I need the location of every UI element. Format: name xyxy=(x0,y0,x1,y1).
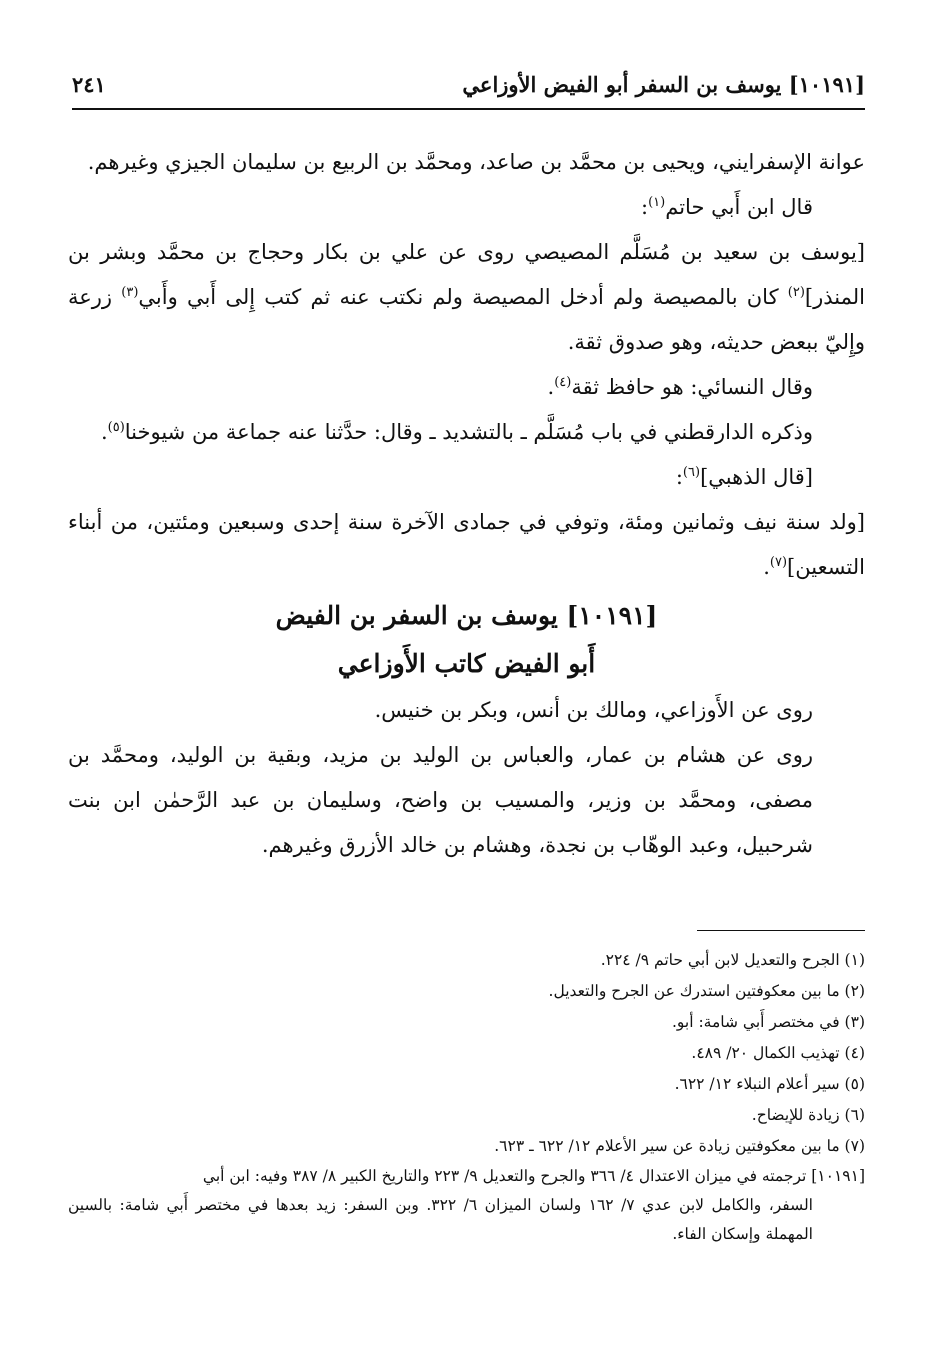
paragraph-text: وقال النسائي: هو حافظ ثقة xyxy=(571,375,813,399)
biography-sources-line: [١٠١٩١] ترجمته في ميزان الاعتدال ٤/ ٣٦٦ والجرح والتعديل ٩/ ٢٢٣ والتاريخ الكبير ٨/ ٣٨٧ وفيه: ابن أبي xyxy=(202,1167,865,1185)
footnote-rule xyxy=(697,930,865,931)
paragraph xyxy=(68,500,865,590)
paragraph-end: . xyxy=(763,555,770,579)
footnote-ref: (٣) xyxy=(121,285,139,300)
footnote: (٦) زيادة للإيضاح. xyxy=(751,1106,865,1124)
paragraph xyxy=(68,185,865,230)
paragraph xyxy=(68,410,865,455)
footnote-ref: (٢) xyxy=(787,285,805,300)
paragraph-text: [يوسف بن سعيد بن مُسَلَّم المصيصي روى عن علي بن بكار وحجاج بن محمَّد وبشر بن المنذر] xyxy=(68,240,865,309)
paragraph xyxy=(68,455,865,500)
header-rule xyxy=(72,108,865,110)
footnote: (٧) ما بين معكوفتين زيادة عن سير الأعلام ١٢/ ٦٢٢ ـ ٦٢٣. xyxy=(494,1137,865,1155)
footnote-ref: (٦) xyxy=(682,465,701,480)
paragraph-text: [قال الذهبي] xyxy=(700,465,813,489)
paragraph-text: زرعة وإِليّ ببعض حديثه، وهو صدوق ثقة. xyxy=(68,285,865,354)
footnote-ref: (٧) xyxy=(769,555,788,570)
footnote: (١) الجرح والتعديل لابن أبي حاتم ٩/ ٢٢٤. xyxy=(600,951,865,969)
paragraph-end: . xyxy=(100,420,108,444)
paragraph-text: وذكره الدارقطني في باب مُسَلَّم ـ بالتشديد ـ وقال: حدَّثنا عنه جماعة من شيوخنا xyxy=(124,420,813,444)
paragraph-text: كان بالمصيصة ولم أدخل المصيصة ولم نكتب عنه ثم كتب إِلى أَبي وأَبي xyxy=(138,285,788,309)
paragraph-end: . xyxy=(547,375,555,399)
running-title: [١٠١٩١] يوسف بن السفر أبو الفيض الأوزاعي xyxy=(462,72,865,97)
page-header xyxy=(72,72,865,106)
footnote-ref: (٥) xyxy=(107,420,125,435)
paragraph: روى عن هشام بن عمار، والعباس بن الوليد بن مزيد، وبقية بن الوليد، ومحمَّد بن مصفى، ومحمَّد بن وزير، والمسيب بن واضح، وسليمان بن عبد الرَّحمٰن ابن بنت شرحبيل، وعبد الوهّاب بن نجدة، وهشام بن خالد الأزرق وغيرهم. xyxy=(68,743,813,857)
footnote-ref: (٤) xyxy=(554,375,572,390)
footnote: (٥) سير أعلام النبلاء ١٢/ ٦٢٢. xyxy=(674,1075,865,1093)
footnotes xyxy=(68,945,865,1249)
paragraph-text: [ولد سنة نيف وثمانين ومئة، وتوفي في جمادى الآخرة سنة إحدى وسبعين ومئتين، من أبناء التسعين] xyxy=(68,510,865,579)
footnote: (٣) في مختصر أَبي شامة: أبو. xyxy=(671,1013,865,1031)
entry-title-line: أَبو الفيض كاتب الأَوزاعي xyxy=(337,649,596,678)
paragraph xyxy=(68,365,865,410)
paragraph: عوانة الإسفرايني، ويحيى بن محمَّد بن صاعد، ومحمَّد بن الربيع بن سليمان الجيزي وغيرهم. xyxy=(87,150,865,174)
page-number: ٢٤١ xyxy=(72,72,106,97)
paragraph-end: : xyxy=(641,195,649,219)
paragraph: روى عن الأَوزاعي، ومالك بن أنس، وبكر بن خنيس. xyxy=(374,698,813,722)
biography-sources-note xyxy=(68,1162,865,1249)
footnote: (٤) تهذيب الكمال ٢٠/ ٤٨٩. xyxy=(691,1044,865,1062)
paragraph xyxy=(68,230,865,365)
paragraph-end: : xyxy=(675,465,683,489)
main-text xyxy=(68,140,865,868)
footnote-ref: (١) xyxy=(648,195,666,210)
biography-sources-continued: السفر، والكامل لابن عدي ٧/ ١٦٢ ولسان الميزان ٦/ ٣٢٢. وبن السفر: زيد بعدها في مختصر أَبي شامة: بالسين المهملة وإسكان الفاء. xyxy=(68,1196,813,1243)
entry-title-line: [١٠١٩١] يوسف بن السفر بن الفيض xyxy=(275,601,658,630)
entry-title xyxy=(68,592,865,688)
footnote: (٢) ما بين معكوفتين استدرك عن الجرح والتعديل. xyxy=(548,982,865,1000)
paragraph-text: قال ابن أَبي حاتم xyxy=(665,195,813,219)
